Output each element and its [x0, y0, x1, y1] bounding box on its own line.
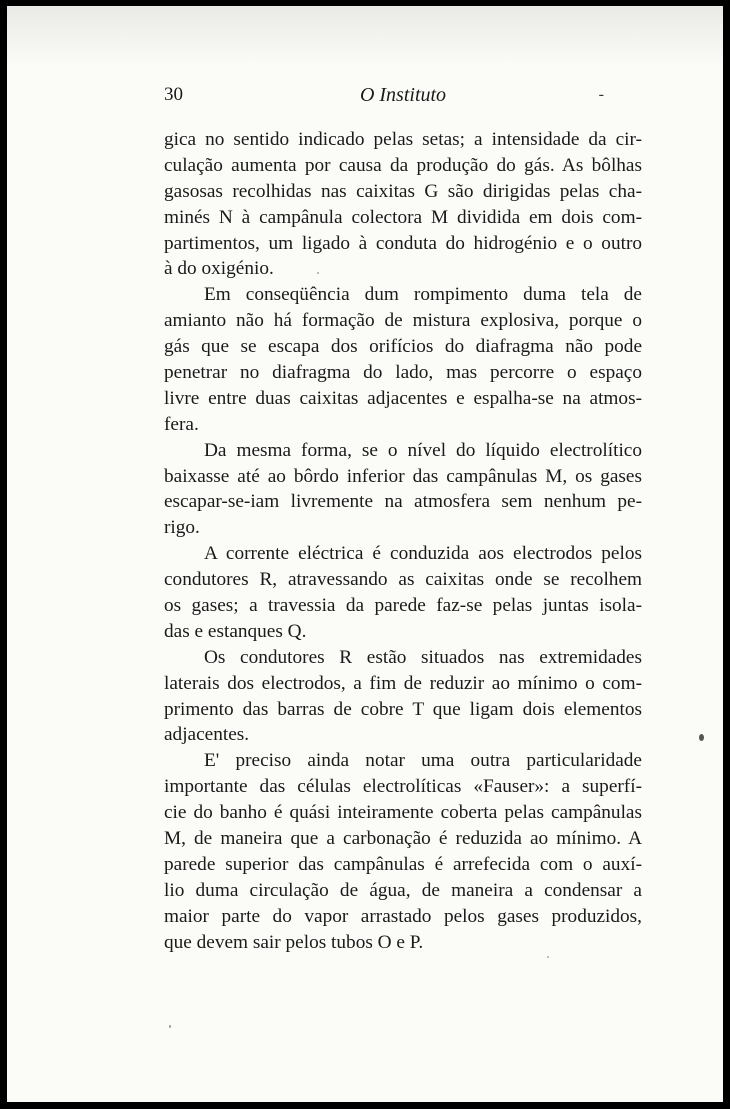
text-line: E' preciso ainda notar uma outra particularidade: [204, 750, 642, 772]
text-line: gica no sentido indicado pelas setas; a intensidade da cir-: [164, 129, 642, 150]
text-line: primento das barras de cobre T que ligam dois elementos: [164, 698, 642, 720]
page-number: 30: [164, 84, 183, 105]
text-line: Da mesma forma, se o nível do líquido electrolítico: [204, 439, 642, 461]
paragraph: [164, 127, 642, 282]
body-text: [164, 127, 642, 956]
paragraph: [164, 438, 642, 542]
text-line: gasosas recolhidas nas caixitas G são dirigidas pelas cha-: [164, 180, 642, 202]
scan-speck: [547, 956, 549, 958]
text-line: importante das células electrolíticas «Fauser»: a superfí-: [164, 776, 642, 798]
text-line: que devem sair pelos tubos O e P.: [164, 931, 424, 953]
text-line: partimentos, um ligado à conduta do hidrogénio e o outro: [164, 232, 642, 254]
text-line: penetrar no diafragma do lado, mas percorre o espaço: [164, 362, 642, 384]
text-line: lio duma circulação de água, de maneira a condensar a: [164, 879, 642, 901]
text-line: laterais dos electrodos, a fim de reduzir ao mínimo o com-: [164, 672, 642, 694]
text-line: baixasse até ao bôrdo inferior das campânulas M, os gases: [164, 465, 642, 487]
text-line: Em conseqüência dum rompimento duma tela de: [204, 284, 642, 306]
text-line: à do oxigénio.: [164, 258, 274, 280]
text-line: amianto não há formação de mistura explosiva, porque o: [164, 310, 642, 332]
text-line: fera.: [164, 413, 199, 435]
text-line: Os condutores R estão situados nas extremidades: [204, 646, 642, 668]
header-mark: -: [598, 86, 604, 103]
book-page: [7, 6, 723, 1102]
text-line: livre entre duas caixitas adjacentes e espalha-se na atmos-: [164, 387, 642, 409]
paragraph: [164, 748, 642, 955]
text-line: maior parte do vapor arrastado pelos gases produzidos,: [164, 905, 642, 927]
text-line: os gases; a travessia da parede faz-se pelas juntas isola-: [164, 595, 642, 617]
text-line: cie do banho é quási inteiramente coberta pelas campânulas: [164, 802, 642, 824]
text-line: adjacentes.: [164, 724, 250, 746]
text-line: parede superior das campânulas é arrefecida com o auxí-: [164, 853, 642, 875]
text-line: escapar-se-iam livremente na atmosfera sem nenhum pe-: [164, 491, 642, 513]
running-title: O Instituto: [359, 84, 447, 106]
scan-speck: [699, 734, 704, 741]
text-line: culação aumenta por causa da produção do gás. As bôlhas: [164, 154, 642, 176]
page-header: [164, 84, 642, 114]
text-line: M, de maneira que a carbonação é reduzida ao mínimo. A: [164, 828, 642, 850]
scan-speck: [169, 1025, 171, 1028]
paragraph: [164, 282, 642, 437]
text-line: gás que se escapa dos orifícios do diafragma não pode: [164, 336, 642, 358]
text-line: A corrente eléctrica é conduzida aos electrodos pelos: [204, 543, 642, 565]
scan-speck: [317, 272, 319, 274]
text-line: minés N à campânula colectora M dividida em dois com-: [164, 206, 642, 228]
paragraph: [164, 645, 642, 749]
text-line: das e estanques Q.: [164, 620, 307, 642]
text-line: condutores R, atravessando as caixitas onde se recolhem: [164, 569, 642, 591]
paragraph: [164, 541, 642, 645]
text-line: rigo.: [164, 517, 200, 539]
